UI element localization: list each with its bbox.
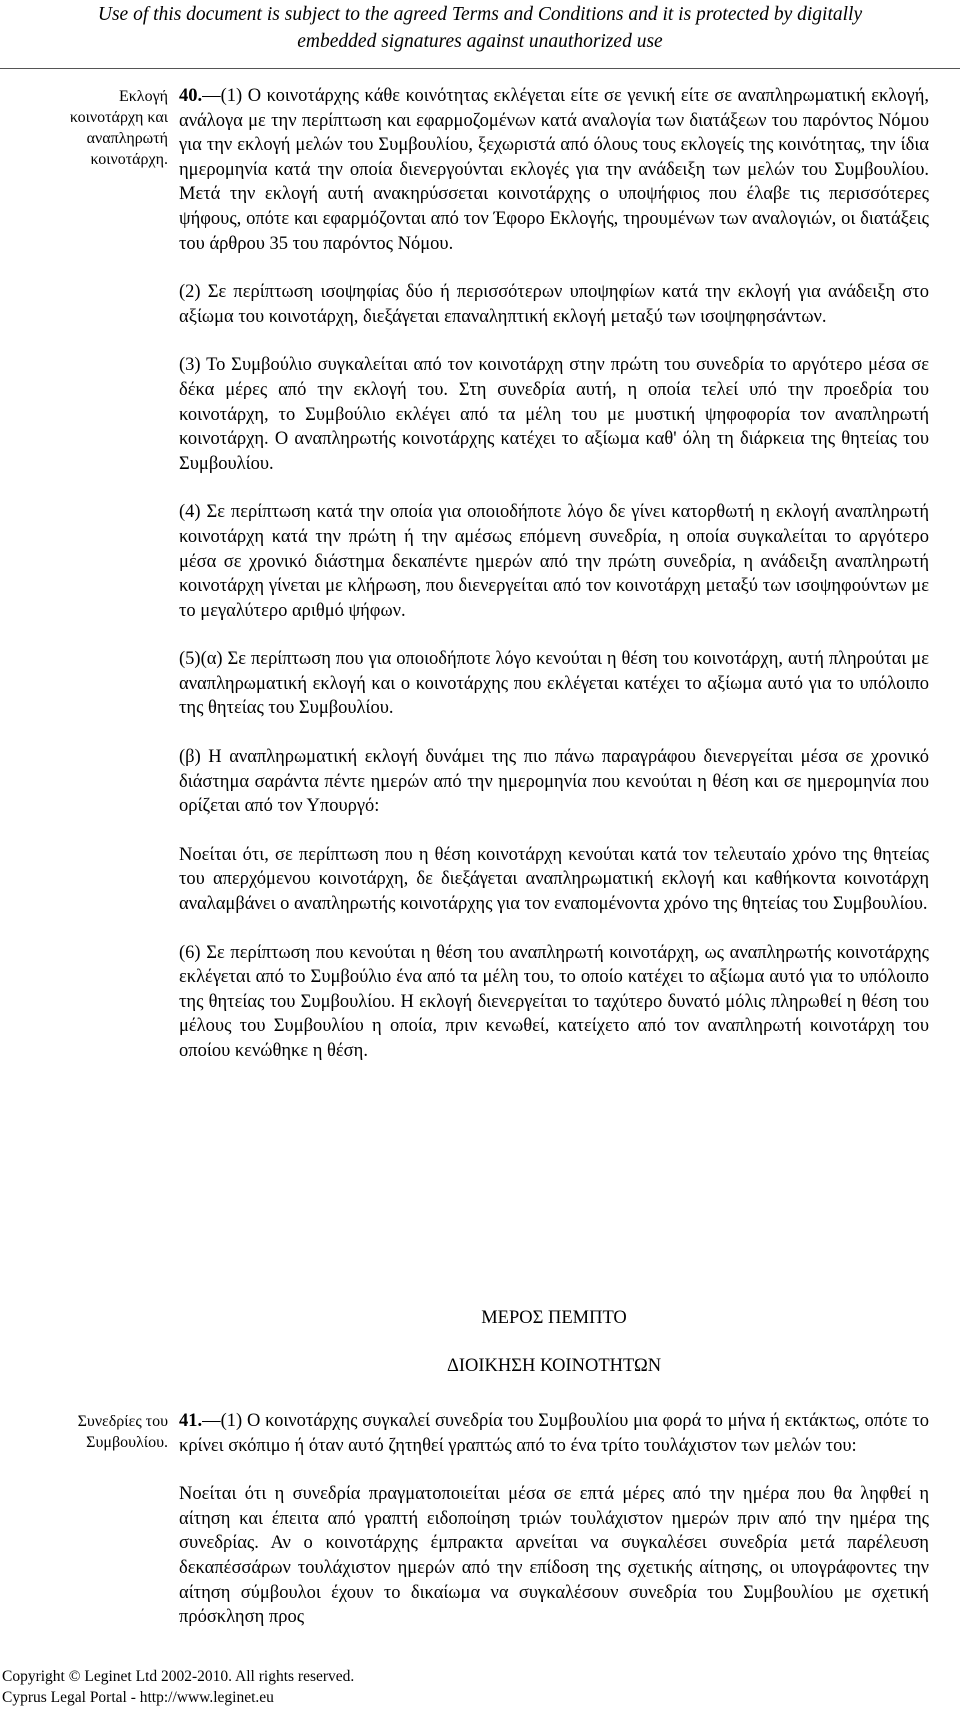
margin-note-line: Συνεδρίες του [77,1413,168,1430]
margin-note-line: Συμβουλίου. [86,1434,168,1451]
portal-link[interactable]: Cyprus Legal Portal - http://www.leginet.eu [2,1689,274,1706]
margin-note-section-40 [0,86,168,170]
margin-note-section-41 [0,1411,168,1453]
paragraph: (6) Σε περίπτωση που κενούται η θέση του αναπληρωτή κοινοτάρχη, ως αναπληρωτής κοινοτάρχης εκλέγεται από το Συμβούλιο ένα από τα μέλη του, το οποίο κατέχει το αξίωμα αυτό για το υπόλοιπο της θητείας του Συμβουλίου. Η εκλογή διενεργείται το ταχύτερο δυνατό μόλις πληρωθεί η θέση του μέλους του Συμβουλίου η οποία, πριν κενωθεί, κατείχετο από τον αναπληρωτή κοινοτάρχη του οποίου κενώθηκε η θέση. [179,942,929,1061]
paragraph-text: —(1) Ο κοινοτάρχης συγκαλεί συνεδρία του Συμβουλίου μια φορά το μήνα ή εκτάκτως, οπότε το κρίνει σκόπιμο ή όταν αυτό ζητηθεί γραπτώς από το ένα τρίτο τουλάχιστον των μελών του: [179,1411,929,1456]
section-41-body [179,1409,929,1630]
margin-note-line: κοινοτάρχη και [69,109,168,126]
margin-note-line: αναπληρωτή [86,130,168,147]
paragraph: (3) Το Συμβούλιο συγκαλείται από τον κοινοτάρχη στην πρώτη του συνεδρία το αργότερο μέσα σε δέκα μέρες από την εκλογή του. Στη συνεδρία αυτή, η οποία τελεί υπό την προεδρία του κοινοτάρχη, το Συμβούλιο εκλέγει από τα μέλη του με μυστική ψηφοφορία τον αναπληρωτή κοινοτάρχη. Ο αναπληρωτής κοινοτάρχης κατέχει το αξίωμα καθ' όλη τη διάρκεια της θητείας του Συμβουλίου. [179,355,929,474]
paragraph: (2) Σε περίπτωση ισοψηφίας δύο ή περισσότερων υποψηφίων κατά την εκλογή για ανάδειξη στο αξίωμα του κοινοτάρχη, διεξάγεται επαναληπτική εκλογή μεταξύ των ισοψηφησάντων. [179,282,929,327]
section-number: 40. [179,86,203,106]
paragraph: Νοείται ότι, σε περίπτωση που η θέση κοινοτάρχη κενούται κατά τον τελευταίο χρόνο της θητείας του απερχόμενου κοινοτάρχη, δε διεξάγεται αναπληρωματική εκλογή και καθήκοντα κοινοτάρχη αναλαμβάνει ο αναπληρωτής κοινοτάρχης για τον εναπομένοντα χρόνο της θητείας του Συμβουλίου. [179,844,929,915]
margin-note-line: κοινοτάρχη. [90,151,168,168]
paragraph-text: —(1) Ο κοινοτάρχης κάθε κοινότητας εκλέγεται είτε σε γενική είτε σε αναπληρωματική εκλογή, ανάλογα με την περίπτωση και εφαρμοζομένων κατά αναλογία των διατάξεων του παρόντος Νόμου για την εκλογή μελών του Συμβουλίου, ξεχωριστά από όλους τους εκλογείς της κοινότητας, την ίδια ημερομηνία κατά την οποία διενεργούνται εκλογές για την ανάδειξη των μελών του Συμβουλίου. Μετά την εκλογή αυτή ανακηρύσσεται κοινοτάρχης ο υποψήφιος που έλαβε τις περισσότερες ψήφους, οπότε και εφαρμόζονται από τον Έφορο Εκλογής, τηρουμένων των αναλογιών, οι διατάξεις του άρθρου 35 του παρόντος Νόμου. [179,86,929,254]
copyright-line: Copyright © Leginet Ltd 2002-2010. All rights reserved. [2,1668,355,1685]
document-header [0,0,960,55]
margin-note-line: Εκλογή [118,88,168,105]
section-number: 41. [179,1411,203,1431]
paragraph: (5)(α) Σε περίπτωση που για οποιοδήποτε λόγο κενούται η θέση του κοινοτάρχη, αυτή πληρούται με αναπληρωματική εκλογή και ο κοινοτάρχης που εκλέγεται κατέχει το αξίωμα αυτό για το υπόλοιπο της θητείας του Συμβουλίου. [179,649,929,719]
section-40-body [179,84,929,1064]
paragraph [179,84,929,256]
header-line-1: Use of this document is subject to the agreed Terms and Conditions and it is protected by digitally [97,4,863,25]
paragraph: (4) Σε περίπτωση κατά την οποία για οποιοδήποτε λόγο δε γίνει κατορθωτή η εκλογή αναπληρωτή κοινοτάρχη κατά την πρώτη ή την αμέσως επόμενη συνεδρία, η οποία συγκαλείται το αργότερο μέσα σε χρονικό διάστημα δεκαπέντε ημερών από την πρώτη συνεδρία, η ανάδειξη αναπληρωτή κοινοτάρχη γίνεται με κλήρωση, που διενεργείται από τον κοινοτάρχη μεταξύ των ισοψηφούντων με το μεγαλύτερο αριθμό ψήφων. [179,502,929,621]
header-divider [0,68,960,69]
paragraph: Νοείται ότι η συνεδρία πραγματοποιείται μέσα σε επτά μέρες από την ημέρα που θα ληφθεί η αίτηση και έπειτα από γραπτή ειδοποίηση τριών τουλάχιστον ημερών πριν από την ημέρα της συνεδρίας. Αν ο κοινοτάρχης έμπρακτα αρνείται να συγκαλέσει συνεδρία μετά παρέλευση δεκαπέσσάρων τουλάχιστον ημερών από την επίδοση της σχετικής αίτησης, οι υπογράφοντες την αίτηση σύμβουλοι έχουν το δικαίωμα να συγκαλέσουν συνεδρία του Συμβουλίου με σχετική πρόσκληση προς [179,1484,929,1628]
document-footer [2,1666,354,1708]
part-title: ΜΕΡΟΣ ΠΕΜΠΤΟ [481,1308,627,1328]
paragraph [179,1409,929,1458]
part-subtitle: ΔΙΟΙΚΗΣΗ ΚΟΙΝΟΤΗΤΩΝ [446,1356,662,1376]
header-line-2: embedded signatures against unauthorized use [297,31,663,52]
paragraph: (β) Η αναπληρωματική εκλογή δυνάμει της πιο πάνω παραγράφου διενεργείται μέσα σε χρονικό διάστημα σαράντα πέντε ημερών από την ημερομηνία που κενούται η θέση και σε ημερομηνία που ορίζεται από τον Υπουργό: [179,747,929,817]
